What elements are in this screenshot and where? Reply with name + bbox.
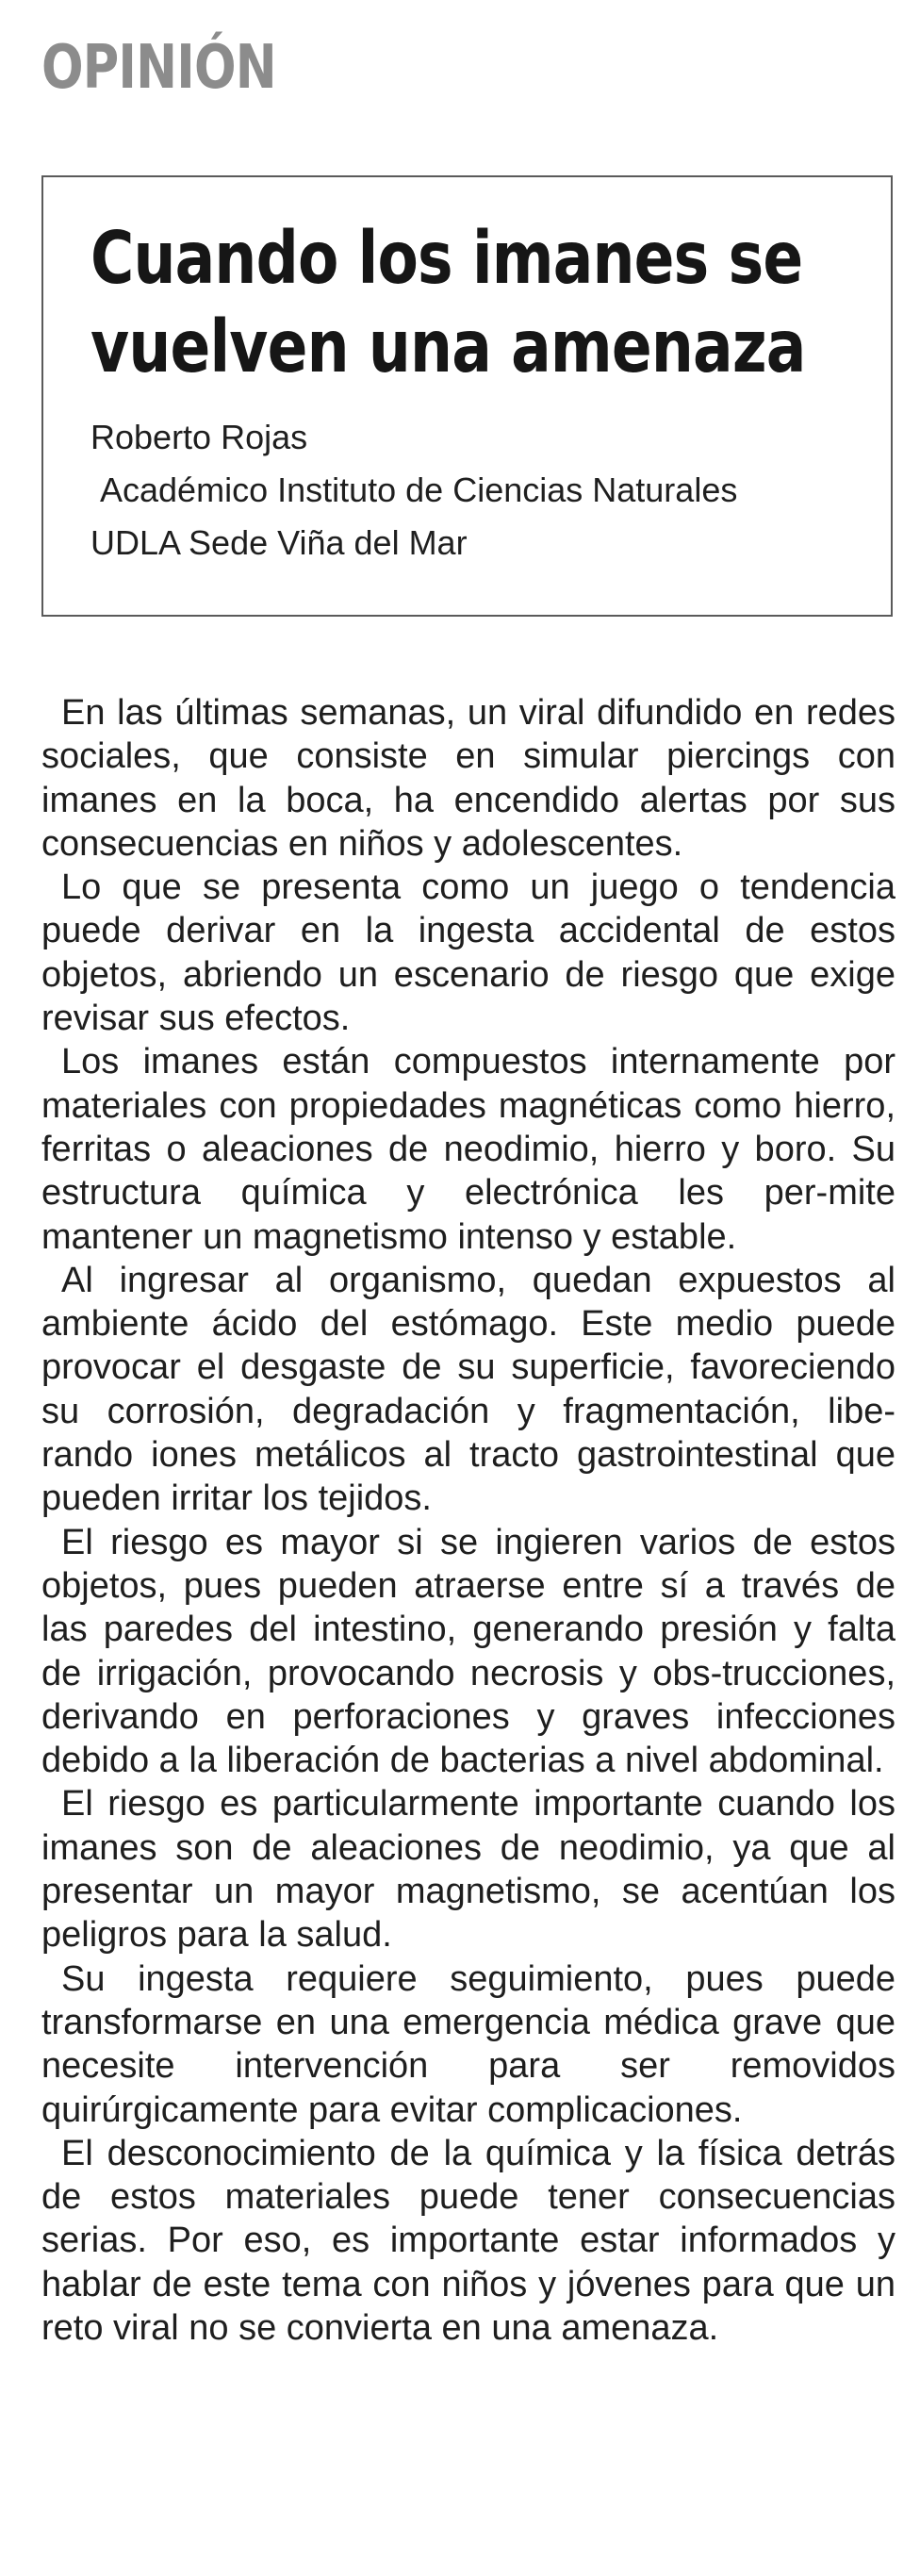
author-name: Roberto Rojas — [90, 418, 308, 456]
headline-line-1: Cuando los imanes se — [90, 217, 803, 301]
headline-line-2: vuelven una amenaza — [90, 305, 806, 389]
paragraph-6: El riesgo es particularmente importante cuando los imanes son de aleaciones de neodimio, ya que al presentar un mayor magnetismo, se acentúan los peligros para la salud. — [41, 1784, 895, 1956]
paragraph-4: Al ingresar al organismo, quedan expuestos al ambiente ácido del estómago. Este medio puede provocar el desgaste de su superficie, favoreciendo su corrosión, degradación y fragmentación, libe-rando iones metálicos al tracto gastrointestinal que pueden irritar los tejidos. — [41, 1260, 895, 1519]
author-role: Académico Instituto de Ciencias Naturales — [100, 471, 738, 509]
article-headline — [90, 215, 806, 392]
paragraph-5: El riesgo es mayor si se ingieren varios de estos objetos, pues pueden atraerse entre sí a través de las paredes del intestino, generando presión y falta de irrigación, provocando necrosis y obs-trucciones, derivando en perforaciones y graves infecciones debido a la liberación de bacterias a nivel abdominal. — [41, 1522, 895, 1781]
headline-box — [41, 175, 893, 617]
paragraph-2: Lo que se presenta como un juego o tendencia puede derivar en la ingesta accidental de estos objetos, abriendo un escenario de riesgo que exige revisar sus efectos. — [41, 867, 895, 1039]
author-affiliation: UDLA Sede Viña del Mar — [90, 523, 468, 562]
paragraph-1: En las últimas semanas, un viral difundido en redes sociales, que consiste en simular piercings con imanes en la boca, ha encendido alertas por sus consecuencias en niños y adolescentes. — [41, 693, 895, 864]
byline — [90, 411, 737, 570]
paragraph-3: Los imanes están compuestos internamente por materiales con propiedades magnéticas como hierro, ferritas o aleaciones de neodimio, hierro y boro. Su estructura química y electrónica les per-mite mantener un magnetismo intenso y estable. — [41, 1042, 895, 1257]
article-body — [41, 691, 895, 2350]
section-label: OPINIÓN — [41, 33, 276, 103]
paragraph-8: El desconocimiento de la química y la física detrás de estos materiales puede tener consecuencias serias. Por eso, es importante estar informados y hablar de este tema con niños y jóvenes para que un reto viral no se convierta en una amenaza. — [41, 2133, 895, 2348]
paragraph-7: Su ingesta requiere seguimiento, pues puede transformarse en una emergencia médica grave que necesite intervención para ser removidos quirúrgicamente para evitar complicaciones. — [41, 1958, 895, 2130]
